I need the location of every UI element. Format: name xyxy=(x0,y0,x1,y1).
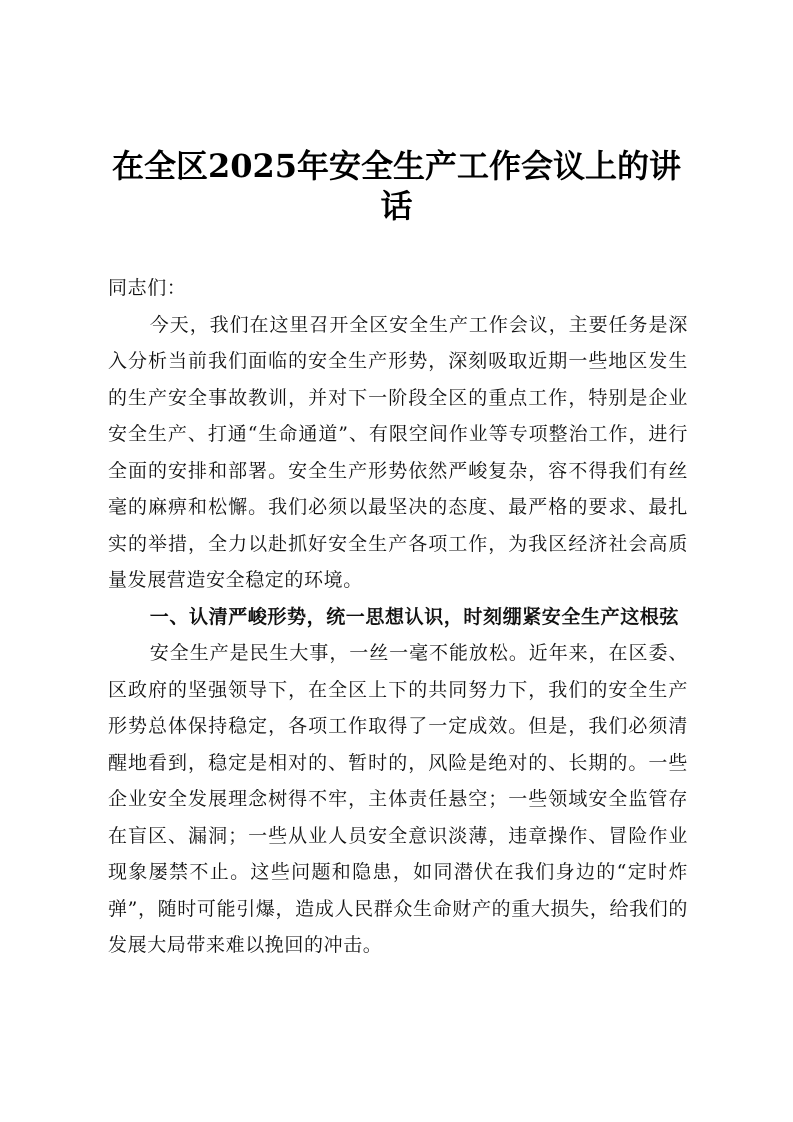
document-body xyxy=(108,270,688,964)
document-title: 在全区2025年安全生产工作会议上的讲话 xyxy=(111,147,682,225)
opening-paragraph: 今天，我们在这里召开全区安全生产工作会议，主要任务是深入分析当前我们面临的安全生产形势，深刻吸取近期一些地区发生的生产安全事故教训，并对下一阶段全区的重点工作，特别是企业安全生产、打通“生命通道”、有限空间作业等专项整治工作，进行全面的安排和部署。安全生产形势依然严峻复杂，容不得我们有丝毫的麻痹和松懈。我们必须以最坚决的态度、最严格的要求、最扎实的举措，全力以赴抓好安全生产各项工作，为我区经济社会高质量发展营造安全稳定的环境。 xyxy=(108,313,688,591)
section-heading: 一、认清严峻形势，统一思想认识，时刻绷紧安全生产这根弦 xyxy=(149,605,679,628)
salutation: 同志们： xyxy=(108,277,187,299)
section-paragraph: 安全生产是民生大事，一丝一毫不能放松。近年来，在区委、区政府的坚强领导下，在全区上下的共同努力下，我们的安全生产形势总体保持稳定，各项工作取得了一定成效。但是，我们必须清醒地看到，稳定是相对的、暂时的，风险是绝对的、长期的。一些企业安全发展理念树得不牢，主体责任悬空；一些领域安全监管存在盲区、漏洞；一些从业人员安全意识淡薄，违章操作、冒险作业现象屡禁不止。这些问题和隐患，如同潜伏在我们身边的“定时炸弹”，随时可能引爆，造成人民群众生命财产的重大损失，给我们的发展大局带来难以挽回的冲击。 xyxy=(108,642,688,956)
